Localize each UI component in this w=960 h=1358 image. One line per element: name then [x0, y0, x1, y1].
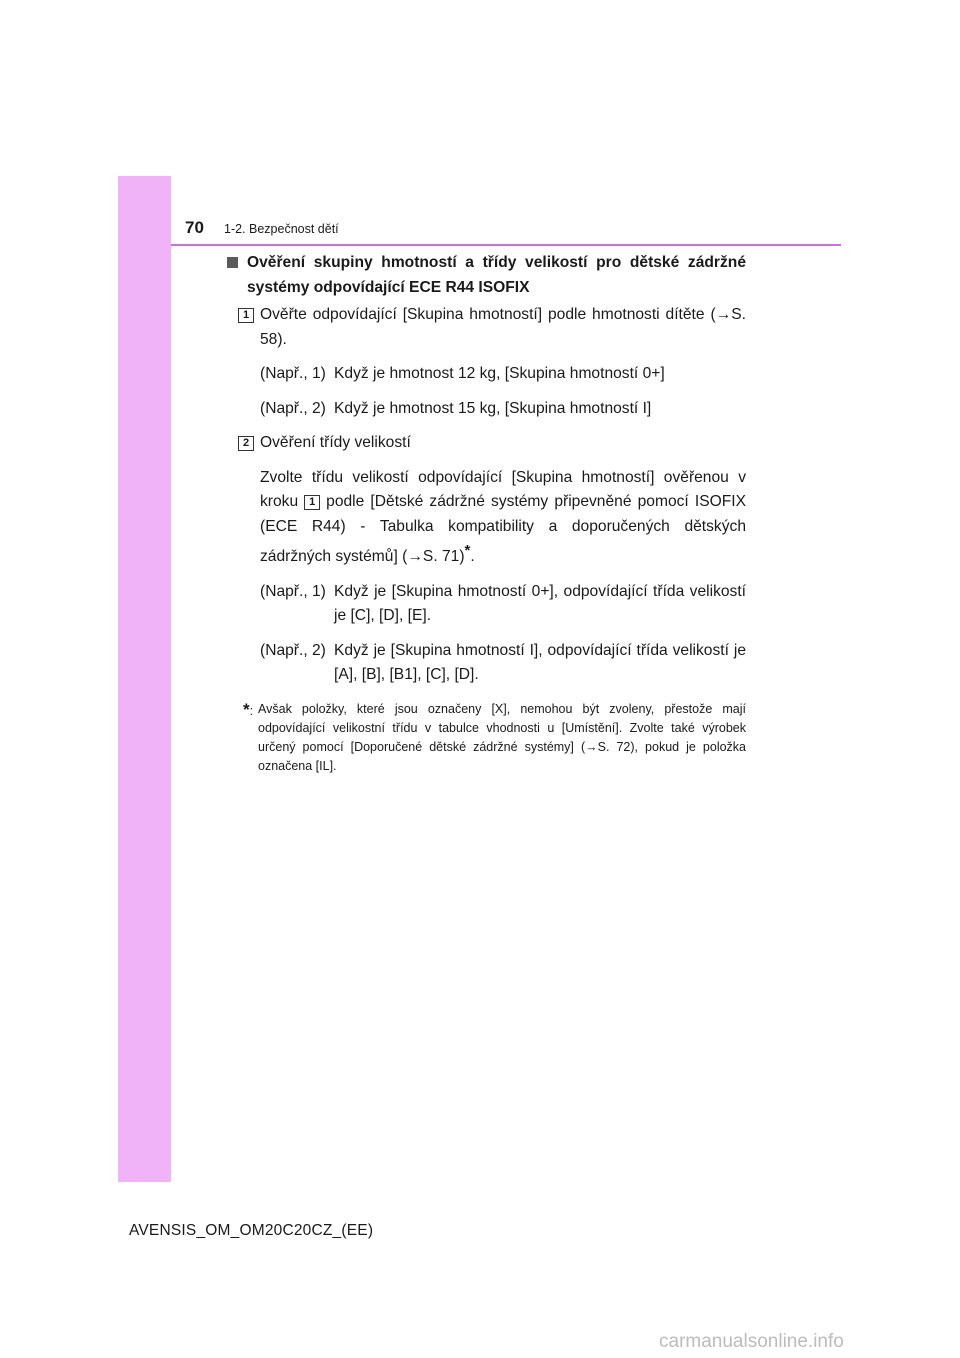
example-label: (Např., 2) — [260, 399, 326, 417]
step-2-period: . — [470, 548, 475, 566]
footer-code: AVENSIS_OM_OM20C20CZ_(EE) — [129, 1222, 374, 1239]
example-text: Když je hmotnost 12 kg, [Skupina hmotností 0+] — [334, 365, 665, 382]
step-2-example-1 — [260, 580, 746, 629]
step-2-text-before: Zvolte třídu velikostí odpovídající [Skupina hmotností] ověřenou v kroku — [260, 468, 746, 510]
footnote-mark: *: — [243, 699, 254, 719]
step-2-text — [260, 466, 746, 570]
step-2 — [224, 431, 746, 688]
section-heading — [224, 251, 746, 300]
footnote — [224, 700, 746, 776]
footnote-asterisk: * — [464, 542, 471, 559]
step-2-badge: 2 — [238, 436, 254, 451]
example-text: Když je [Skupina hmotností 0+], odpovídající třída velikostí je [C], [D], [E]. — [334, 582, 746, 625]
watermark: carmanualsonline.info — [659, 1331, 844, 1352]
side-tab-band — [118, 176, 171, 1182]
inline-step-badge: 1 — [304, 495, 320, 510]
step-2-text-after: podle [Dětské zádržné systémy připevněné pomocí ISOFIX (ECE R44) - Tabulka kompatibility a doporučených dětských zádržných systémů] (→S. 71) — [260, 493, 746, 566]
step-1-example-2 — [260, 397, 746, 422]
heading-text: Ověření skupiny hmotností a třídy velikostí pro dětské zádržné systémy odpovídající ECE R44 ISOFIX — [247, 254, 746, 296]
step-2-title: Ověření třídy velikostí — [260, 434, 411, 451]
section-title: 1-2. Bezpečnost dětí — [224, 222, 339, 236]
step-1-text: Ověřte odpovídající [Skupina hmotností] podle hmotnosti dítěte (→S. 58). — [260, 306, 746, 348]
step-1-badge: 1 — [238, 308, 254, 323]
main-content — [224, 251, 746, 776]
footnote-text: Avšak položky, které jsou označeny [X], nemohou být zvoleny, přestože mají odpovídající velikostní třídu v tabulce vhodnosti u [Umístění]. Zvolte také výrobek určený pomocí [Doporučené dětské zádržné systémy] (→S. 72), pokud je položka označena [IL]. — [258, 701, 746, 773]
example-text: Když je hmotnost 15 kg, [Skupina hmotností I] — [334, 399, 652, 417]
step-2-example-2 — [260, 639, 746, 688]
header-divider — [171, 244, 841, 246]
example-label: (Např., 2) — [260, 641, 326, 659]
example-label: (Např., 1) — [260, 365, 326, 382]
step-1-example-1 — [260, 362, 746, 387]
square-bullet-icon — [227, 257, 238, 268]
step-1 — [224, 303, 746, 421]
example-text: Když je [Skupina hmotností I], odpovídající třída velikostí je [A], [B], [B1], [C], [D]. — [334, 641, 746, 684]
example-label: (Např., 1) — [260, 582, 326, 600]
page-number: 70 — [185, 218, 204, 237]
